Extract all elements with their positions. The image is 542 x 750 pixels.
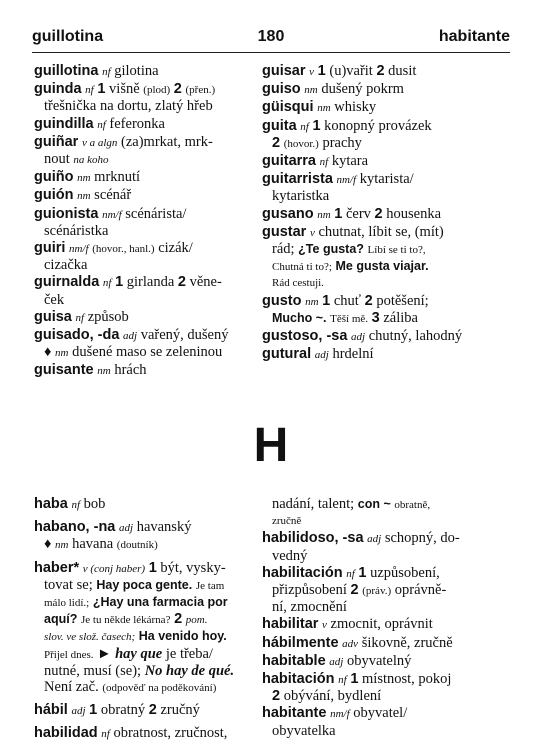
translation: místnost, pokoj bbox=[362, 671, 452, 688]
translation: přizpůsobení bbox=[272, 582, 347, 599]
example-phrase: Ha venido hoy. bbox=[138, 629, 227, 644]
arrow-icon: ► bbox=[97, 645, 112, 662]
translation: tovat se; bbox=[44, 576, 93, 593]
sense-number: 2 bbox=[272, 688, 281, 705]
grammar-label: adj bbox=[71, 705, 86, 718]
idiom-phrase: hay que bbox=[115, 645, 163, 662]
grammar-label: nm bbox=[317, 102, 331, 115]
entry-guinar bbox=[34, 134, 256, 168]
grammar-label: v a algn bbox=[81, 136, 118, 149]
entry-guisar bbox=[262, 63, 510, 80]
example-translation: Je tam bbox=[195, 579, 225, 592]
translation: havana bbox=[72, 536, 114, 553]
page-number: 180 bbox=[257, 28, 285, 45]
entry-guindilla bbox=[34, 116, 256, 133]
entry-habilidad bbox=[34, 725, 264, 742]
grammar-label: nf bbox=[319, 156, 329, 169]
headword: guirnalda bbox=[34, 274, 100, 291]
translation: zručný bbox=[160, 702, 200, 719]
translation: věne- bbox=[189, 274, 222, 291]
grammar-label: nm bbox=[55, 347, 69, 360]
grammar-label: slov. ve slož. časech; bbox=[44, 631, 136, 644]
translation: kytarista/ bbox=[359, 171, 414, 188]
sense-number: 1 bbox=[115, 274, 124, 291]
grammar-label: adj bbox=[123, 330, 138, 343]
translation: chutný, lahodný bbox=[368, 328, 463, 345]
translation: scénárista/ bbox=[125, 205, 187, 222]
entry-haba bbox=[34, 496, 264, 513]
usage-note: (odpověď na poděkování) bbox=[102, 682, 217, 695]
sense-number: 2 bbox=[148, 702, 157, 719]
grammar-label: nf bbox=[338, 674, 347, 687]
translation: whisky bbox=[334, 99, 377, 116]
header-last-headword: habitante bbox=[438, 28, 510, 45]
headword: gustar bbox=[262, 223, 307, 240]
translation: obratný bbox=[100, 702, 146, 719]
translation: chuť bbox=[333, 292, 362, 309]
entry-habilmente bbox=[262, 635, 510, 652]
entry-gusto bbox=[262, 293, 510, 327]
sense-number: 1 bbox=[89, 702, 98, 719]
entry-guisante bbox=[34, 362, 256, 379]
translation: obratnost, zručnost, bbox=[113, 725, 228, 742]
sense-number: 1 bbox=[334, 205, 343, 222]
example-translation: Je tu někde lékárna? bbox=[80, 614, 171, 627]
headword: guita bbox=[262, 117, 297, 134]
entry-habilitacion bbox=[262, 565, 510, 616]
sense-number: 2 bbox=[376, 63, 385, 79]
translation: prachy bbox=[322, 134, 362, 151]
translation: obývání, bydlení bbox=[283, 688, 382, 705]
translation: feferonka bbox=[109, 115, 165, 132]
entry-guirnalda bbox=[34, 274, 256, 307]
headword: guión bbox=[34, 187, 74, 204]
entry-guita bbox=[262, 118, 510, 152]
entry-guion bbox=[34, 187, 256, 204]
translation: dušené maso se zeleninou bbox=[72, 344, 223, 361]
entry-habitacion bbox=[262, 671, 510, 704]
headword: habilidoso, -sa bbox=[262, 530, 364, 547]
grammar-label: nm/f bbox=[336, 174, 357, 187]
sense-number: 1 bbox=[358, 564, 367, 581]
entry-guino bbox=[34, 169, 256, 186]
grammar-label: v bbox=[309, 66, 315, 78]
grammar-label: nf bbox=[75, 311, 85, 324]
grammar-label: nm/f bbox=[102, 208, 122, 221]
translation: kytaristka bbox=[272, 188, 330, 205]
grammar-label: nm bbox=[317, 208, 331, 221]
grammar-label: nm bbox=[77, 190, 91, 203]
translation: obyvatelný bbox=[346, 652, 412, 669]
usage-note: (hovor., hanl.) bbox=[92, 243, 155, 256]
grammar-label: nm bbox=[304, 84, 318, 97]
translation: obyvatel/ bbox=[353, 705, 408, 722]
grammar-label: nf bbox=[102, 277, 112, 290]
header-rule bbox=[32, 52, 510, 53]
translation: konopný provázek bbox=[324, 117, 432, 134]
example-translation: zručně bbox=[272, 515, 302, 528]
entry-gustar bbox=[262, 224, 510, 292]
sense-number: 1 bbox=[97, 81, 106, 98]
column-right-top bbox=[262, 63, 510, 364]
translation: červ bbox=[345, 205, 371, 222]
example-translation: Líbí se ti to?, bbox=[367, 244, 426, 257]
usage-note: na koho bbox=[73, 154, 109, 167]
example-phrase: aquí? bbox=[44, 612, 78, 627]
translation: girlanda bbox=[126, 274, 175, 291]
headword: guionista bbox=[34, 205, 99, 222]
usage-note: (práv.) bbox=[362, 585, 392, 598]
headword: haber* bbox=[34, 559, 80, 576]
sense-number: 2 bbox=[174, 611, 183, 628]
headword: habitable bbox=[262, 652, 326, 669]
entry-guisado bbox=[34, 327, 256, 361]
headword: güisqui bbox=[262, 99, 314, 116]
translation: (za)mrkat, mrk- bbox=[121, 133, 213, 150]
headword: guinda bbox=[34, 81, 82, 98]
translation: housenka bbox=[386, 205, 442, 222]
grammar-label: adj bbox=[351, 331, 366, 344]
translation: dušený pokrm bbox=[321, 81, 404, 98]
sense-number: 2 bbox=[350, 582, 359, 599]
translation: dusit bbox=[388, 63, 417, 79]
example-phrase: ¿Hay una farmacia por bbox=[92, 595, 228, 610]
grammar-label: nm bbox=[305, 295, 319, 308]
sense-number: 1 bbox=[312, 117, 321, 134]
headword: gusto bbox=[262, 292, 302, 309]
sense-number: 2 bbox=[177, 274, 186, 291]
translation: ček bbox=[44, 291, 65, 308]
grammar-label: pom. bbox=[185, 614, 208, 627]
entry-haber bbox=[34, 560, 264, 697]
example-translation: Rád cestuji. bbox=[272, 277, 324, 290]
headword: gustoso, -sa bbox=[262, 328, 348, 345]
example-translation: Přijel dnes. bbox=[44, 648, 94, 661]
sense-number: 2 bbox=[374, 205, 383, 222]
grammar-label: v bbox=[309, 226, 315, 239]
headword: guillotina bbox=[34, 63, 99, 79]
entry-guisqui bbox=[262, 99, 510, 116]
entry-habilitar bbox=[262, 616, 510, 633]
translation: je třeba/ bbox=[165, 645, 213, 662]
grammar-label: nf bbox=[97, 118, 106, 131]
headword: guiñar bbox=[34, 133, 79, 150]
entry-guillotina bbox=[34, 63, 256, 80]
idiom-phrase: No hay de qué. bbox=[144, 662, 235, 679]
example-phrase: Mucho ~. bbox=[272, 310, 327, 325]
example-translation: Chutná ti to?; bbox=[272, 261, 332, 274]
translation: bob bbox=[83, 496, 106, 512]
translation: schopný, do- bbox=[384, 530, 460, 547]
grammar-label: nf bbox=[85, 84, 94, 97]
sense-number: 1 bbox=[350, 671, 359, 688]
example-translation: málo lidí.; bbox=[44, 597, 90, 610]
translation: (u)vařit bbox=[329, 63, 373, 79]
headword: guisar bbox=[262, 63, 306, 79]
translation: způsob bbox=[87, 308, 129, 325]
header-first-headword: guillotina bbox=[32, 28, 104, 45]
grammar-label: v (conj haber) bbox=[82, 562, 146, 575]
diamond-icon: ♦ bbox=[44, 536, 52, 553]
translation: cizák/ bbox=[158, 240, 193, 257]
headword: habilitación bbox=[262, 564, 343, 581]
translation: gilotina bbox=[114, 63, 159, 79]
headword: habilitar bbox=[262, 616, 319, 633]
entry-guitarrista bbox=[262, 171, 510, 204]
headword: guiso bbox=[262, 81, 301, 98]
sense-number: 1 bbox=[317, 63, 326, 79]
translation: zmocnit, oprávnit bbox=[330, 616, 433, 633]
headword: gutural bbox=[262, 346, 312, 363]
example-translation: obratně, bbox=[394, 499, 431, 511]
headword: guiri bbox=[34, 240, 66, 257]
translation: vedný bbox=[272, 547, 308, 564]
entry-gutural bbox=[262, 346, 510, 363]
translation: ní, zmocnění bbox=[272, 599, 347, 616]
section-letter: H bbox=[253, 419, 289, 472]
entry-guionista bbox=[34, 206, 256, 239]
headword: hábilmente bbox=[262, 634, 339, 651]
sense-number: 3 bbox=[371, 309, 380, 326]
translation: hrách bbox=[114, 362, 147, 379]
column-left-top bbox=[34, 63, 256, 381]
headword: guisante bbox=[34, 362, 94, 379]
usage-note: (přen.) bbox=[185, 84, 216, 97]
grammar-label: nm bbox=[55, 539, 69, 552]
sense-number: 2 bbox=[364, 292, 373, 309]
translation: třešnička na dortu, zlatý hřeb bbox=[44, 98, 213, 115]
translation: vařený, dušený bbox=[140, 327, 229, 344]
grammar-label: nm/f bbox=[69, 243, 89, 256]
translation: scénáristka bbox=[44, 222, 109, 239]
example-phrase: Me gusta viajar. bbox=[335, 259, 429, 274]
entry-habano bbox=[34, 519, 264, 553]
sense-number: 1 bbox=[322, 292, 331, 309]
headword: habano, -na bbox=[34, 519, 116, 536]
translation: potěšení; bbox=[376, 292, 429, 309]
headword: guiño bbox=[34, 169, 74, 186]
translation: oprávně- bbox=[394, 582, 447, 599]
example-phrase: Hay poca gente. bbox=[96, 577, 193, 592]
translation: nutné, musí (se); bbox=[44, 662, 142, 679]
grammar-label: adj bbox=[314, 349, 329, 362]
entry-guitarra bbox=[262, 153, 510, 170]
headword: guindilla bbox=[34, 115, 94, 132]
translation: záliba bbox=[383, 309, 418, 326]
translation: mrknutí bbox=[94, 169, 141, 186]
headword: guisa bbox=[34, 308, 72, 325]
sense-number: 2 bbox=[173, 81, 182, 98]
translation: šikovně, zručně bbox=[361, 634, 453, 651]
grammar-label: adj bbox=[119, 522, 134, 535]
sense-number: 1 bbox=[148, 559, 157, 576]
grammar-label: adv bbox=[342, 637, 359, 650]
headword: guitarrista bbox=[262, 171, 333, 188]
column-left-bottom bbox=[34, 496, 264, 744]
sense-number: 2 bbox=[272, 134, 281, 151]
entry-guiri bbox=[34, 240, 256, 273]
translation: havanský bbox=[136, 519, 192, 536]
entry-guinda bbox=[34, 81, 256, 114]
headword: haba bbox=[34, 496, 68, 512]
grammar-label: nm/f bbox=[330, 708, 350, 721]
grammar-label: adj bbox=[367, 533, 382, 546]
entry-habitante bbox=[262, 705, 510, 738]
entry-gusano bbox=[262, 206, 510, 223]
translation: scénář bbox=[94, 187, 132, 204]
example-translation: Těší mě. bbox=[330, 312, 369, 325]
example-phrase: ¿Te gusta? bbox=[298, 242, 364, 257]
entry-guisa bbox=[34, 309, 256, 326]
entry-guiso bbox=[262, 81, 510, 98]
translation: rád; bbox=[272, 241, 295, 258]
translation: Není zač. bbox=[44, 679, 99, 696]
diamond-icon: ♦ bbox=[44, 344, 52, 361]
grammar-label: adj bbox=[329, 655, 344, 668]
usage-note: (plod) bbox=[143, 84, 171, 97]
entry-habil bbox=[34, 702, 264, 719]
headword: guisado, -da bbox=[34, 327, 120, 344]
entry-gustoso bbox=[262, 328, 510, 345]
grammar-label: nm bbox=[97, 365, 111, 378]
translation: hrdelní bbox=[332, 346, 374, 363]
translation: kytara bbox=[331, 153, 369, 170]
grammar-label: v bbox=[322, 619, 327, 632]
grammar-label: nf bbox=[102, 66, 111, 78]
grammar-label: nm bbox=[77, 172, 91, 185]
grammar-label: nf bbox=[346, 567, 355, 580]
grammar-label: nf bbox=[71, 499, 81, 511]
example-phrase: con ~ bbox=[357, 497, 391, 511]
translation: nout bbox=[44, 151, 70, 168]
translation: být, vysky- bbox=[160, 559, 226, 576]
translation: chutnat, líbit se, (mít) bbox=[318, 223, 444, 240]
entry-habilidad-continued bbox=[262, 496, 510, 529]
page-header bbox=[32, 28, 510, 52]
entry-habilidoso bbox=[262, 530, 510, 563]
translation: cizačka bbox=[44, 257, 88, 274]
entry-habitable bbox=[262, 653, 510, 670]
headword: habilidad bbox=[34, 725, 98, 742]
translation: obyvatelka bbox=[272, 722, 336, 739]
headword: guitarra bbox=[262, 153, 316, 170]
translation: uzpůsobení, bbox=[370, 564, 440, 581]
headword: hábil bbox=[34, 702, 68, 719]
headword: habitante bbox=[262, 705, 327, 722]
translation: nadání, talent; bbox=[272, 496, 355, 512]
headword: gusano bbox=[262, 205, 314, 222]
usage-note: (hovor.) bbox=[283, 137, 319, 150]
usage-note: (doutník) bbox=[116, 539, 158, 552]
grammar-label: nf bbox=[101, 728, 110, 741]
column-right-bottom bbox=[262, 496, 510, 740]
headword: habitación bbox=[262, 671, 335, 688]
grammar-label: nf bbox=[300, 120, 309, 133]
translation: višně bbox=[109, 81, 140, 98]
